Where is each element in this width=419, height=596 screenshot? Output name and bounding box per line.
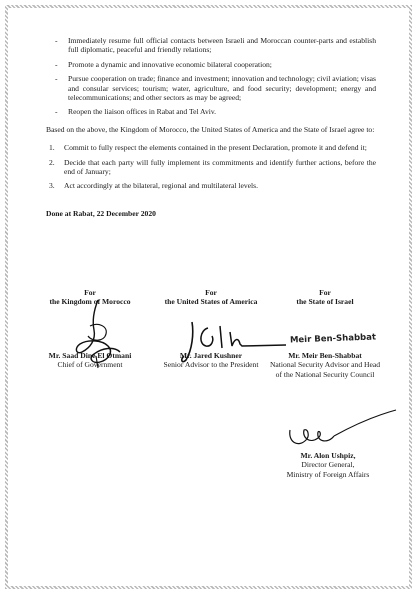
declaration-body [46,36,376,218]
list-item: - Immediately resume full official contacts between Israeli and Moroccan counter-parts and establish full diplomatic, peaceful and friendly relations; [55,36,376,55]
agreement-intro: Based on the above, the Kingdom of Morocco, the United States of America and the State of Israel agree to: [46,124,375,134]
list-item: - Pursue cooperation on trade; finance and investment; innovation and technology; civil aviation; visas and consular services; tourism; water, agriculture, and food security; development; energy and telecommunications; and other sectors as may be agreed; [55,74,376,103]
signature-usa-image [178,316,288,366]
dash-mark: - [55,107,58,117]
list-item: 3. Act accordingly at the bilateral, regional and multilateral levels. [49,181,258,191]
signatory-morocco: For the Kingdom of Morocco Mr. Saad Dine El Otmani Chief of Government [48,288,132,370]
signatory-usa: For the United States of America Mr. Jared Kushner Senior Advisor to the President [163,288,259,370]
signatory-foreign-ministry: Mr. Alon Ushpiz, Director General, Ministry of Foreign Affairs [286,451,370,479]
list-item: - Promote a dynamic and innovative economic bilateral cooperation; [55,59,272,69]
list-item: 1. Commit to fully respect the elements contained in the present Declaration, promote it and defend it; [49,143,367,153]
dash-mark: - [55,59,58,69]
signature-morocco-image [68,296,128,370]
dash-mark: - [55,36,58,45]
signature-foreign-ministry-image [282,408,398,454]
handwritten-name-signature: Meir Ben-Shabbat [289,332,377,346]
list-item: - Reopen the liaison offices in Rabat and Tel Aviv. [55,107,217,117]
cooperation-list [46,36,376,117]
signatory-israel: For the State of Israel Mr. Meir Ben-Shabbat National Security Advisor and Head of the National Security Council [269,288,381,379]
done-at-line: Done at Rabat, 22 December 2020 [46,208,156,218]
commitment-list [46,143,376,191]
dash-mark: - [55,74,58,84]
list-item: 2. Decide that each party will fully implement its commitments and identify further actions, before the end of January; [49,157,376,177]
